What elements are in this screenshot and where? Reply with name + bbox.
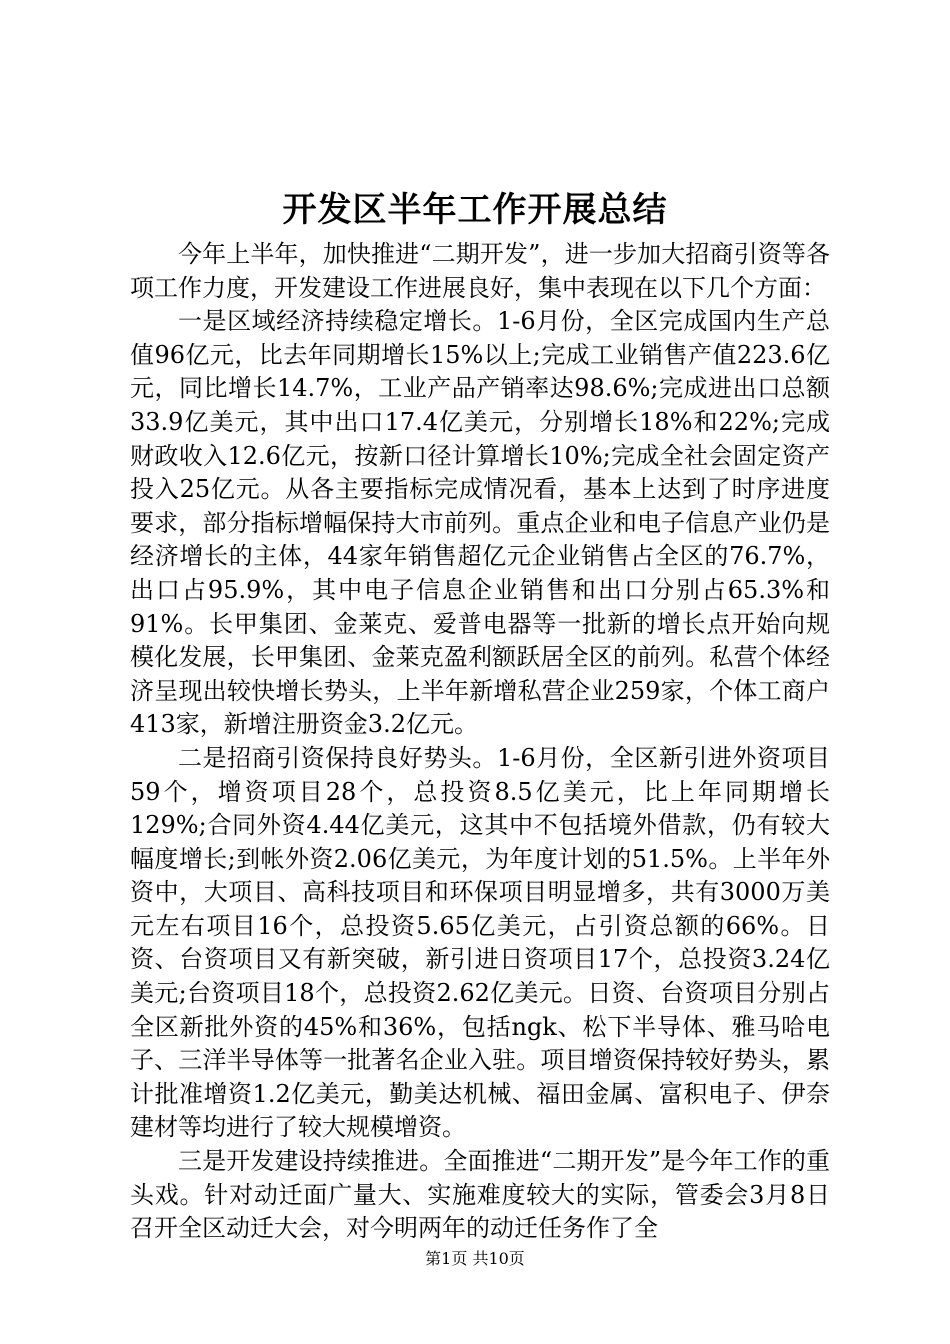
paragraph-economy: 一是区域经济持续稳定增长。1-6月份，全区完成国内生产总值96亿元，比去年同期增长15%以上;完成工业销售产值223.6亿元，同比增长14.7%，工业产品产销率达98.6%;完成进出口总额33.9亿美元，其中出口17.4亿美元，分别增长18%和22%;完成财政收入12.6亿元，按新口径计算增长10%;完成全社会固定资产投入25亿元。从各主要指标完成情况看，基本上达到了时序进度要求，部分指标增幅保持大市前列。重点企业和电子信息产业仍是经济增长的主体，44家年销售超亿元企业销售占全区的76.7%，出口占95.9%，其中电子信息企业销售和出口分别占65.3%和91%。长甲集团、金莱克、爱普电器等一批新的增长点开始向规模化发展，长甲集团、金莱克盈利额跃居全区的前列。私营个体经济呈现出较快增长势头，上半年新增私营企业259家，个体工商户413家，新增注册资金3.2亿元。 <box>130 307 830 739</box>
document-title: 开发区半年工作开展总结 <box>282 190 668 230</box>
paragraph-intro: 今年上半年，加快推进“二期开发”，进一步加大招商引资等各项工作力度，开发建设工作进展良好，集中表现在以下几个方面： <box>130 240 830 302</box>
paragraph-investment: 二是招商引资保持良好势头。1-6月份，全区新引进外资项目59个，增资项目28个，总投资8.5亿美元，比上年同期增长129%;合同外资4.44亿美元，这其中不包括境外借款，仍有较大幅度增长;到帐外资2.06亿美元，为年度计划的51.5%。上半年外资中，大项目、高科技项目和环保项目明显增多，共有3000万美元左右项目16个，总投资5.65亿美元，占引资总额的66%。日资、台资项目又有新突破，新引进日资项目17个，总投资3.24亿美元;台资项目18个，总投资2.62亿美元。日资、台资项目分别占全区新批外资的45%和36%，包括ngk、松下半导体、雅马哈电子、三洋半导体等一批著名企业入驻。项目增资保持较好势头，累计批准增资1.2亿美元，勤美达机械、福田金属、富积电子、伊奈建材等均进行了较大规模增资。 <box>130 743 830 1142</box>
page-number-footer: 第1页 共10页 <box>425 1249 525 1268</box>
document-body <box>130 238 830 1246</box>
paragraph-construction: 三是开发建设持续推进。全面推进“二期开发”是今年工作的重头戏。针对动迁面广量大、实施难度较大的实际，管委会3月8日召开全区动迁大会，对今明两年的动迁任务作了全 <box>130 1147 830 1243</box>
